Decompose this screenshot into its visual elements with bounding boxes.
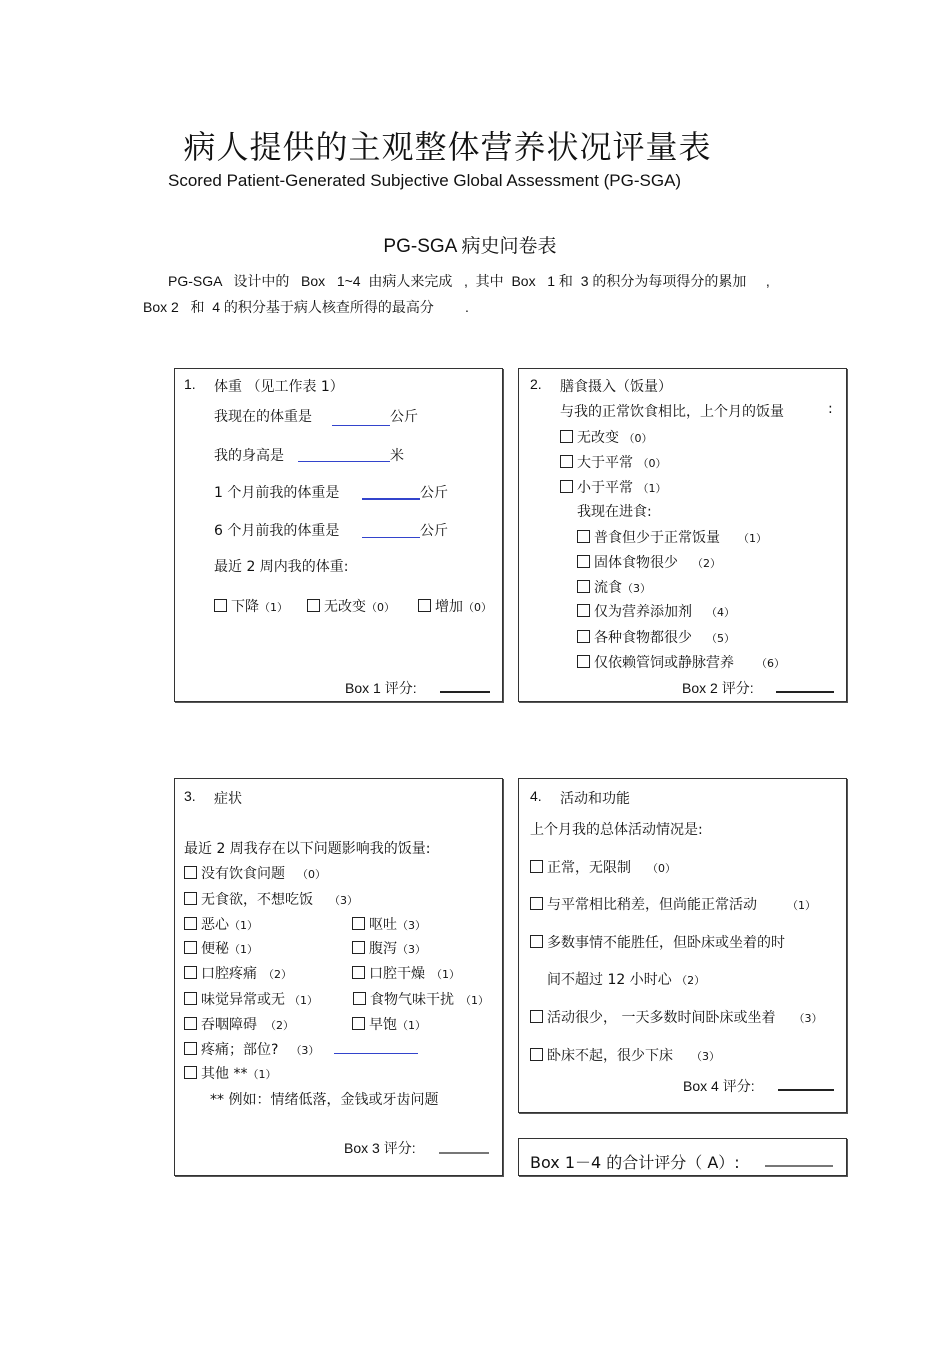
checkbox-icon[interactable]	[184, 1066, 197, 1079]
weight-1m-label: 1 个月前我的体重是	[214, 485, 340, 501]
checkbox-icon[interactable]	[530, 1048, 543, 1061]
option-intake-less[interactable]: 小于平常 （1）	[560, 477, 666, 497]
checkbox-icon[interactable]	[560, 455, 573, 468]
option-other[interactable]: 其他 **（1）	[184, 1063, 276, 1083]
option-intake-more[interactable]: 大于平常 （0）	[560, 452, 666, 472]
total-score-field[interactable]	[765, 1165, 833, 1167]
box1-number: 1.	[184, 376, 196, 392]
option-weight-decrease[interactable]: 下降（1）	[214, 596, 288, 616]
other-example: ** 例如：情绪低落，金钱或牙齿问题	[210, 1092, 439, 1108]
option-no-eating-problem[interactable]: 没有饮食问题 （0）	[184, 863, 326, 883]
checkbox-icon[interactable]	[577, 630, 590, 643]
option-eat-very-little[interactable]: 各种食物都很少 （5）	[577, 627, 735, 647]
option-activity-very-little[interactable]: 活动很少， 一天多数时间卧床或坐着 （3）	[530, 1007, 822, 1027]
checkbox-icon[interactable]	[184, 1042, 197, 1055]
weight-1m-field[interactable]	[362, 498, 420, 500]
box1-score-field[interactable]	[440, 691, 490, 693]
option-weight-nochange[interactable]: 无改变（0）	[307, 596, 395, 616]
option-activity-mostly-unable[interactable]: 多数事情不能胜任，但卧床或坐着的时	[530, 932, 785, 952]
box1-heading: 体重 （见工作表 1）	[214, 379, 344, 395]
checkbox-icon[interactable]	[418, 599, 431, 612]
intro-line-2: Box 2 和 4 的积分基于病人核查所得的最高分 .	[143, 299, 469, 315]
weight-6m-label: 6 个月前我的体重是	[214, 523, 340, 539]
option-activity-bedridden[interactable]: 卧床不起，很少下床 （3）	[530, 1045, 720, 1065]
box1-score-label: Box 1 评分:	[345, 680, 417, 696]
eating-now-label: 我现在进食:	[577, 504, 652, 520]
option-eat-supplements[interactable]: 仅为营养添加剂 （4）	[577, 601, 735, 621]
page-title: 病人提供的主观整体营养状况评量表	[183, 128, 712, 166]
box4-intro: 上个月我的总体活动情况是:	[530, 822, 703, 838]
checkbox-icon[interactable]	[352, 941, 365, 954]
checkbox-icon[interactable]	[530, 860, 543, 873]
height-unit: 米	[390, 448, 404, 464]
box3-intro: 最近 2 周我存在以下问题影响我的饭量:	[184, 841, 431, 857]
option-dysphagia[interactable]: 吞咽障碍 （2）	[184, 1014, 294, 1034]
checkbox-icon[interactable]	[560, 480, 573, 493]
option-vomiting[interactable]: 呕吐（3）	[352, 914, 426, 934]
option-eat-little-solid[interactable]: 固体食物很少 （2）	[577, 552, 721, 572]
checkbox-icon[interactable]	[530, 935, 543, 948]
option-diarrhea[interactable]: 腹泻（3）	[352, 938, 426, 958]
checkbox-icon[interactable]	[530, 1010, 543, 1023]
checkbox-icon[interactable]	[577, 530, 590, 543]
checkbox-icon[interactable]	[184, 992, 197, 1005]
checkbox-icon[interactable]	[560, 430, 573, 443]
box2-heading: 膳食摄入（饭量）	[560, 379, 672, 395]
height-label: 我的身高是	[214, 448, 284, 464]
box3-heading: 症状	[214, 791, 242, 807]
checkbox-icon[interactable]	[184, 941, 197, 954]
weight-6m-unit: 公斤	[420, 523, 448, 539]
checkbox-icon[interactable]	[184, 917, 197, 930]
intro-line-1: PG-SGA 设计中的 Box 1~4 由病人来完成 , 其中 Box 1 和 3 的积分为每项得分的累加 ,	[168, 273, 770, 289]
option-constipation[interactable]: 便秘（1）	[184, 938, 258, 958]
box4-number: 4.	[530, 788, 542, 804]
page-subtitle-en: Scored Patient-Generated Subjective Global Assessment (PG-SGA)	[168, 171, 682, 190]
weight-now-field[interactable]	[332, 425, 390, 426]
weight-now-unit: 公斤	[390, 409, 418, 425]
option-nausea[interactable]: 恶心（1）	[184, 914, 258, 934]
box3-number: 3.	[184, 788, 196, 804]
checkbox-icon[interactable]	[184, 892, 197, 905]
checkbox-icon[interactable]	[353, 992, 366, 1005]
box4-score-label: Box 4 评分:	[683, 1078, 755, 1094]
checkbox-icon[interactable]	[530, 897, 543, 910]
option-eat-normal-less[interactable]: 普食但少于正常饭量 （1）	[577, 527, 767, 547]
option-weight-increase[interactable]: 增加（0）	[418, 596, 492, 616]
option-eat-liquid[interactable]: 流食（3）	[577, 577, 651, 597]
box2-question: 与我的正常饮食相比，上个月的饭量	[560, 404, 784, 420]
checkbox-icon[interactable]	[577, 555, 590, 568]
box2-number: 2.	[530, 376, 542, 392]
checkbox-icon[interactable]	[577, 580, 590, 593]
option-intake-nochange[interactable]: 无改变 （0）	[560, 427, 652, 447]
checkbox-icon[interactable]	[352, 917, 365, 930]
option-taste-change[interactable]: 味觉异常或无 （1）	[184, 989, 318, 1009]
weight-now-label: 我现在的体重是	[214, 409, 312, 425]
checkbox-icon[interactable]	[184, 866, 197, 879]
recent-weight-label: 最近 2 周内我的体重:	[214, 559, 349, 575]
box3-score-field[interactable]	[439, 1152, 489, 1154]
checkbox-icon[interactable]	[352, 1017, 365, 1030]
checkbox-icon[interactable]	[184, 966, 197, 979]
box2-score-field[interactable]	[776, 691, 834, 693]
weight-1m-unit: 公斤	[420, 485, 448, 501]
box2-colon: :	[828, 401, 833, 417]
checkbox-icon[interactable]	[352, 966, 365, 979]
option-smell-bother[interactable]: 食物气味干扰 （1）	[353, 989, 489, 1009]
height-field[interactable]	[298, 461, 390, 462]
box4-score-field[interactable]	[778, 1089, 834, 1091]
option-pain[interactable]: 疼痛；部位? （3）	[184, 1039, 319, 1059]
box4-heading: 活动和功能	[560, 791, 630, 807]
activity-continuation: 间不超过 12 小时心 （2）	[547, 972, 706, 988]
option-no-appetite[interactable]: 无食欲，不想吃饭 （3）	[184, 889, 358, 909]
checkbox-icon[interactable]	[577, 655, 590, 668]
option-activity-normal[interactable]: 正常，无限制 （0）	[530, 857, 676, 877]
pain-location-field[interactable]	[334, 1053, 418, 1054]
option-dry-mouth[interactable]: 口腔干燥 （1）	[352, 963, 460, 983]
checkbox-icon[interactable]	[577, 604, 590, 617]
option-eat-tube[interactable]: 仅依赖管饲或静脉营养 （6）	[577, 652, 785, 672]
checkbox-icon[interactable]	[184, 1017, 197, 1030]
box2-score-label: Box 2 评分:	[682, 680, 754, 696]
box3-score-label: Box 3 评分:	[344, 1140, 416, 1156]
option-activity-slightly-less[interactable]: 与平常相比稍差，但尚能正常活动 （1）	[530, 894, 816, 914]
option-early-satiety[interactable]: 早饱（1）	[352, 1014, 426, 1034]
total-score-label: Box 1－4 的合计评分（ A）:	[530, 1153, 740, 1172]
option-mouth-pain[interactable]: 口腔疼痛 （2）	[184, 963, 292, 983]
section-title: PG-SGA 病史问卷表	[383, 236, 557, 257]
checkbox-icon[interactable]	[214, 599, 227, 612]
checkbox-icon[interactable]	[307, 599, 320, 612]
weight-6m-field[interactable]	[362, 537, 420, 538]
